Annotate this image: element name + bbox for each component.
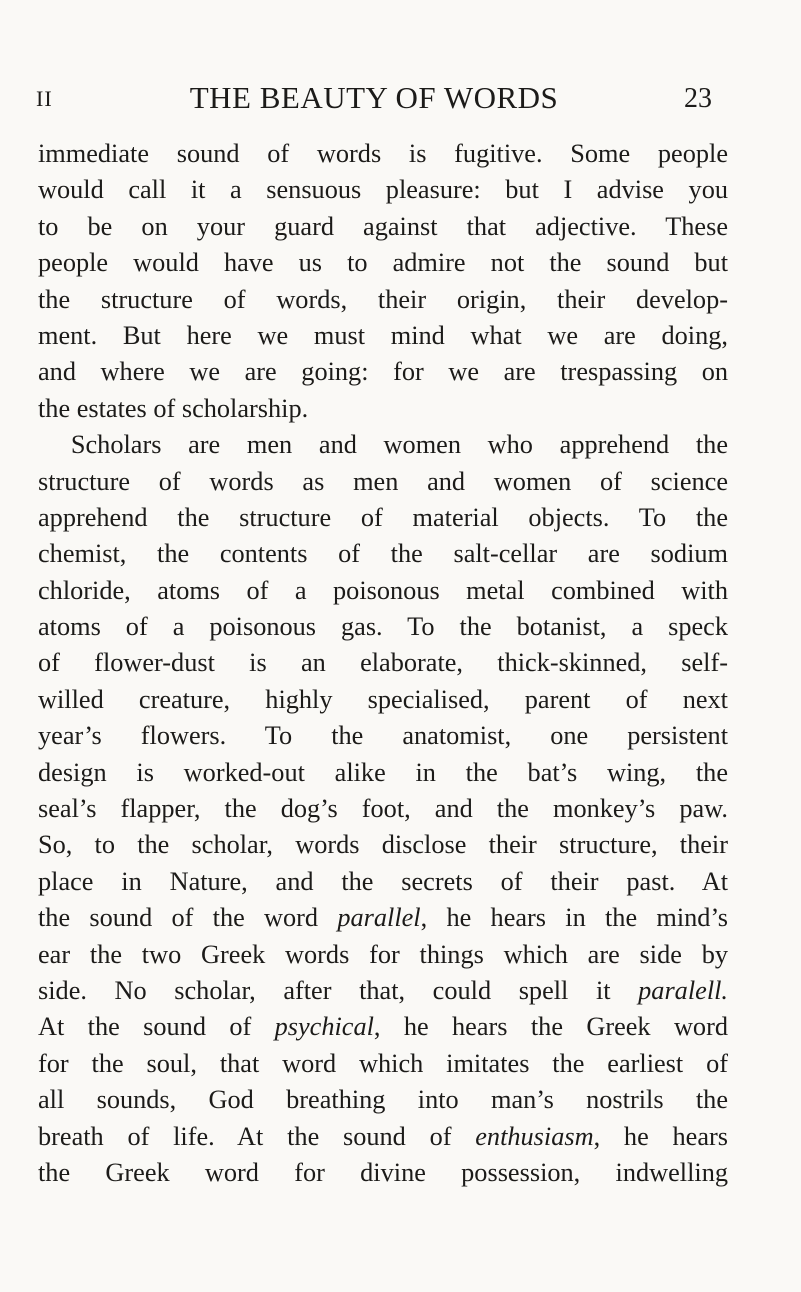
italic-word: psychical <box>274 1012 374 1042</box>
text-segment: , he hears in the mind’s <box>420 903 728 933</box>
text-line <box>38 900 728 936</box>
text-segment: the estates of scholarship. <box>38 393 309 423</box>
text-line <box>38 1046 728 1082</box>
text-segment: willed creature, highly specialised, parent of next <box>38 684 728 714</box>
text-line <box>38 973 728 1009</box>
text-line <box>38 937 728 973</box>
italic-word: parallel <box>337 903 421 933</box>
text-segment: the Greek word for divine possession, indwelling <box>38 1157 728 1187</box>
text-line <box>38 1009 728 1045</box>
text-line <box>38 209 728 245</box>
text-line <box>38 682 728 718</box>
text-segment: seal’s flapper, the dog’s foot, and the monkey’s paw. <box>38 794 728 824</box>
page-number: 23 <box>684 83 712 114</box>
text-segment: chemist, the contents of the salt-cellar are sodium <box>38 539 728 569</box>
text-segment: , he hears the Greek word <box>373 1012 728 1042</box>
text-segment: immediate sound of words is fugitive. Some people <box>38 139 728 168</box>
text-segment: side. No scholar, after that, could spell it <box>38 975 639 1005</box>
italic-word: enthusiasm <box>475 1121 594 1151</box>
body-text <box>38 136 728 1191</box>
text-segment: place in Nature, and the secrets of their past. At <box>38 866 728 896</box>
text-line <box>38 282 728 318</box>
running-title: THE BEAUTY OF WORDS <box>189 80 559 115</box>
text-line <box>38 827 728 863</box>
text-segment: and where we are going: for we are trespassing on <box>38 357 728 387</box>
text-segment: At the sound of <box>38 1012 275 1042</box>
text-segment: people would have us to admire not the sound but <box>38 248 728 278</box>
text-line <box>38 1155 728 1191</box>
text-line <box>38 755 728 791</box>
text-line <box>38 536 728 572</box>
text-line <box>38 1082 728 1118</box>
chapter-number: II <box>36 86 53 111</box>
text-line <box>38 245 728 281</box>
italic-word: paralell. <box>638 975 728 1005</box>
text-segment: Scholars are men and women who apprehend the <box>70 430 728 460</box>
text-line <box>38 427 728 463</box>
running-head <box>36 80 712 120</box>
text-line <box>38 1119 728 1155</box>
text-segment: of flower-dust is an elaborate, thick-skinned, self- <box>38 648 728 678</box>
text-line <box>38 391 728 427</box>
text-segment: ear the two Greek words for things which are side by <box>38 939 728 969</box>
text-segment: all sounds, God breathing into man’s nostrils the <box>38 1085 728 1115</box>
text-segment: would call it a sensuous pleasure: but I advise you <box>38 175 728 205</box>
text-segment: year’s flowers. To the anatomist, one persistent <box>38 721 728 751</box>
text-segment: to be on your guard against that adjective. These <box>38 211 728 241</box>
text-segment: design is worked-out alike in the bat’s wing, the <box>38 757 728 787</box>
text-line <box>38 791 728 827</box>
text-line <box>38 136 728 172</box>
text-line <box>38 318 728 354</box>
text-segment: apprehend the structure of material objects. To the <box>38 502 728 532</box>
text-line <box>38 609 728 645</box>
text-line <box>38 500 728 536</box>
text-line <box>38 354 728 390</box>
text-segment: chloride, atoms of a poisonous metal combined with <box>38 575 728 605</box>
text-line <box>38 464 728 500</box>
text-segment: the structure of words, their origin, their develop- <box>38 284 728 314</box>
text-segment: , he hears <box>593 1121 728 1151</box>
text-line <box>38 645 728 681</box>
text-segment: ment. But here we must mind what we are doing, <box>38 320 728 350</box>
text-segment: the sound of the word <box>38 903 338 933</box>
text-line <box>38 573 728 609</box>
text-segment: atoms of a poisonous gas. To the botanist, a speck <box>38 612 728 642</box>
text-segment: So, to the scholar, words disclose their structure, their <box>38 830 728 860</box>
text-segment: structure of words as men and women of science <box>38 466 728 496</box>
text-segment: for the soul, that word which imitates the earliest of <box>38 1048 728 1078</box>
text-line <box>38 172 728 208</box>
text-segment: breath of life. At the sound of <box>38 1121 476 1151</box>
text-line <box>38 864 728 900</box>
text-line <box>38 718 728 754</box>
